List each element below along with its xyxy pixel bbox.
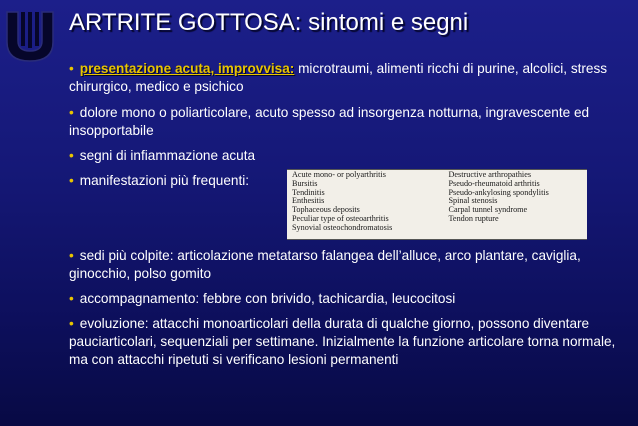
highlight-label: presentazione acuta, improvvisa:	[79, 61, 295, 76]
bullet-text: accompagnamento: febbre con brivido, tachicardia, leucocitosi	[79, 291, 456, 306]
table-cell: Enthesitis	[292, 196, 325, 206]
table-cell: Acute mono- or polyarthritis	[292, 170, 386, 179]
manifestations-table	[287, 169, 587, 240]
table-cell: Tendinitis	[292, 187, 325, 197]
table-top-rule	[287, 169, 587, 170]
table-cell: Peculiar type of osteoarthritis	[292, 213, 389, 223]
table-cell: Tendon rupture	[448, 213, 499, 223]
bullet-marker: •	[69, 148, 74, 163]
table-bottom-rule	[287, 239, 587, 240]
table-cell: Carpal tunnel syndrome	[448, 205, 528, 215]
bullet-marker: •	[69, 173, 74, 188]
bullet-text: manifestazioni più frequenti:	[79, 173, 250, 188]
bullet-marker: •	[69, 248, 74, 263]
table-cell: Bursitis	[292, 178, 318, 188]
bullet-text: evoluzione: attacchi monoarticolari della durata di qualche giorno, possono diventare pauciarticolari, sequenziali per settimane. Inizialmente la funzione articolare torna normale, ma con attacchi ripetuti si verificano lesioni permanenti	[69, 316, 616, 367]
bullet-marker: •	[69, 316, 74, 331]
table-cell: Pseudo-ankylosing spondylitis	[448, 187, 549, 197]
bullet-presentazione	[69, 60, 629, 96]
table-cell: Tophaceous deposits	[292, 205, 360, 215]
bullet-infiammazione	[69, 147, 629, 165]
table-cell: Synovial osteochondromatosis	[292, 222, 393, 232]
bullet-text: microtraumi, alimenti ricchi di purine, alcolici, stress chirurgico, medico e psichico	[69, 61, 608, 94]
bullet-accompagnamento	[69, 290, 629, 308]
bullet-sedi	[69, 247, 629, 283]
bullet-marker: •	[69, 105, 74, 120]
bullet-dolore	[69, 104, 629, 140]
bullet-text: segni di infiammazione acuta	[79, 148, 256, 163]
table-cell: Destructive arthropathies	[448, 170, 532, 179]
table-cell: Spinal stenosis	[448, 196, 498, 206]
bullet-marker: •	[69, 291, 74, 306]
slide-title: ARTRITE GOTTOSA: sintomi e segni	[69, 9, 469, 36]
university-shield-icon	[4, 9, 56, 63]
bullet-evoluzione	[69, 315, 629, 369]
bullet-text: sedi più colpite: articolazione metatarso falangea dell’alluce, arco plantare, caviglia, ginocchio, polso gomito	[69, 248, 581, 281]
bullet-marker: •	[69, 61, 74, 76]
table-right-column	[427, 171, 584, 233]
bullet-text: dolore mono o poliarticolare, acuto spesso ad insorgenza notturna, ingravescente ed insopportabile	[69, 105, 590, 138]
table-left-column	[292, 171, 427, 233]
table-cell: Pseudo-rheumatoid arthritis	[448, 178, 540, 188]
